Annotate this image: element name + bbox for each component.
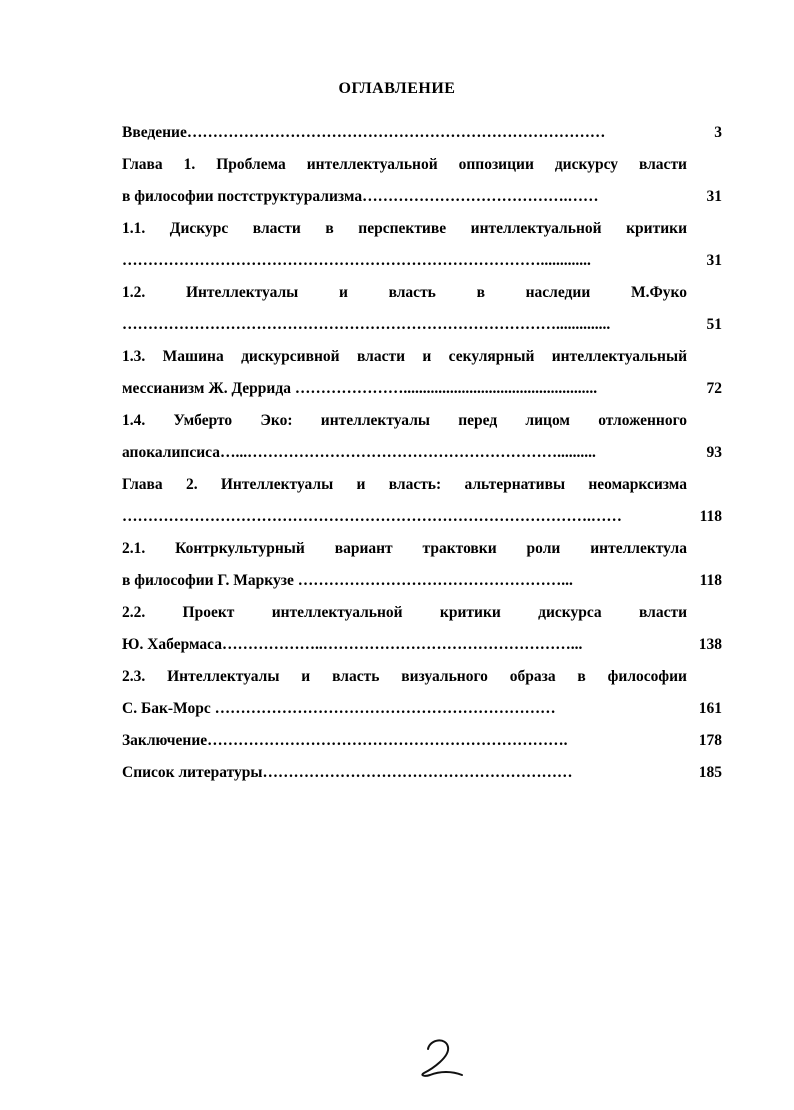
toc-page-number: 72 (706, 380, 722, 397)
toc-page-number: 118 (699, 508, 722, 525)
handwritten-page-number-signature (418, 1035, 466, 1079)
toc-line (122, 277, 722, 309)
toc-page-number: 178 (698, 732, 722, 749)
toc-entry-text: 1.1. Дискурс власти в перспективе интеллектуальной критики (122, 220, 687, 237)
toc-line (122, 245, 722, 277)
toc-entry-text: 1.3. Машина дискурсивной власти и секулярный интеллектуальный (122, 348, 687, 365)
toc-entry-text: ………………………………………………………………………............. (122, 252, 591, 269)
toc-entry-text: апокалипсиса…...…………………………………………………….......... (122, 444, 596, 461)
toc-entry-text: ………………………………………………………………………….............. (122, 316, 611, 333)
toc-page-number: 31 (706, 188, 722, 205)
toc-entry-text: Введение……………………………………………………………………… (122, 124, 606, 141)
toc-line (122, 437, 722, 469)
toc-line (122, 405, 722, 437)
toc-line (122, 341, 722, 373)
toc-line (122, 693, 722, 725)
toc-entry-text: Заключение……………………………………………………………. (122, 732, 568, 749)
toc-line (122, 565, 722, 597)
toc-entry-text: в философии Г. Маркузе ……………………………………………... (122, 572, 573, 589)
toc-entry-text: 2.2. Проект интеллектуальной критики дискурса власти (122, 604, 687, 621)
toc-page-number: 31 (706, 252, 722, 269)
toc-entry-text: Глава 2. Интеллектуалы и власть: альтернативы неомарксизма (122, 476, 687, 493)
toc-page-number: 51 (706, 316, 722, 333)
toc-entry-text: Глава 1. Проблема интеллектуальной оппозиции дискурсу власти (122, 156, 687, 173)
toc-entry-text: 1.4. Умберто Эко: интеллектуалы перед лицом отложенного (122, 412, 687, 429)
toc-entry-text: ……………………………………………………………………………….…… (122, 508, 622, 525)
toc-page-number: 3 (714, 124, 722, 141)
table-of-contents (122, 117, 722, 789)
toc-line (122, 149, 722, 181)
toc-page-number: 93 (706, 444, 722, 461)
toc-entry-text: С. Бак-Морс ………………………………………………………… (122, 700, 556, 717)
toc-page-number: 185 (698, 764, 722, 781)
toc-entry-text: Список литературы…………………………………………………… (122, 764, 573, 781)
page-title: ОГЛАВЛЕНИЕ (338, 80, 456, 97)
toc-line (122, 469, 722, 501)
toc-entry-text: 2.3. Интеллектуалы и власть визуального образа в философии (122, 668, 687, 685)
toc-line (122, 181, 722, 213)
toc-line (122, 597, 722, 629)
toc-line (122, 725, 722, 757)
toc-page-number: 118 (699, 572, 722, 589)
toc-entry-text: мессианизм Ж. Деррида ………………….................................................. (122, 380, 598, 397)
toc-line (122, 661, 722, 693)
toc-line (122, 533, 722, 565)
toc-entry-text: в философии постструктурализма………………………………….…… (122, 188, 599, 205)
toc-line (122, 373, 722, 405)
toc-line (122, 213, 722, 245)
toc-page-number: 161 (698, 700, 722, 717)
toc-entry-text: 1.2. Интеллектуалы и власть в наследии М.Фуко (122, 284, 687, 301)
toc-entry-text: 2.1. Контркультурный вариант трактовки роли интеллектула (122, 540, 687, 557)
toc-line (122, 757, 722, 789)
toc-line (122, 629, 722, 661)
toc-entry-text: Ю. Хабермаса………………..…………………………………………... (122, 636, 583, 653)
toc-page-number: 138 (698, 636, 722, 653)
toc-line (122, 117, 722, 149)
toc-line (122, 501, 722, 533)
toc-line (122, 309, 722, 341)
